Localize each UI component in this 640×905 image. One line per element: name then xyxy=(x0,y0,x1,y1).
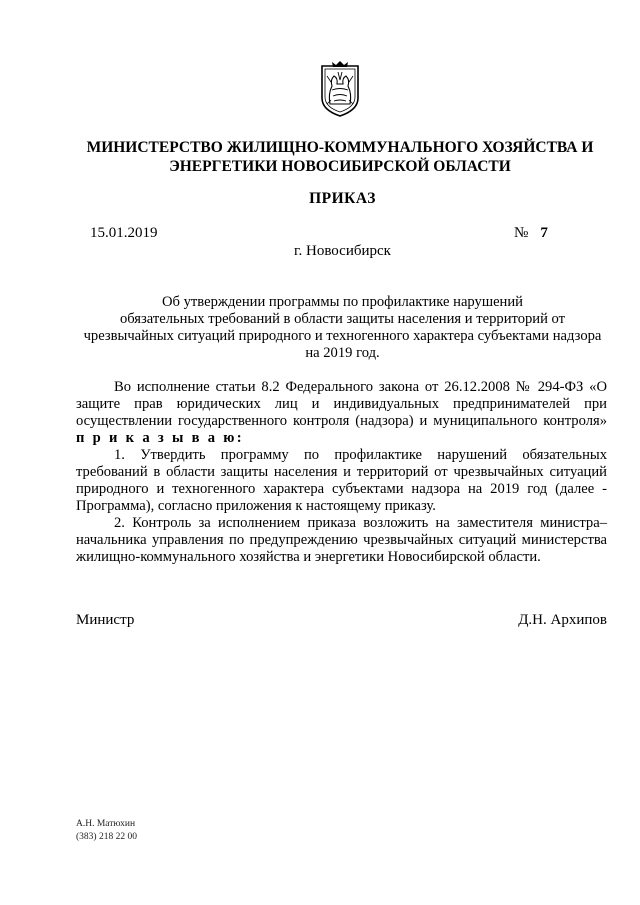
document-type-title: ПРИКАЗ xyxy=(309,190,376,207)
subject-line3: чрезвычайных ситуаций природного и техногенного характера субъектами надзора xyxy=(83,328,602,344)
order-item-2: 2. Контроль за исполнением приказа возложить на заместителя министра–начальника управления по предупреждению чрезвычайных ситуаций министерства жилищно-коммунального хозяйства и энергетики Новосибирской области. xyxy=(76,515,607,565)
executor-name: А.Н. Матюхин xyxy=(76,819,136,829)
order-word: п р и к а з ы в а ю: xyxy=(76,430,244,446)
document-subject xyxy=(80,294,605,362)
number-value: 7 xyxy=(540,225,548,241)
number-sign: № xyxy=(514,225,529,241)
document-body xyxy=(76,379,607,566)
ministry-name xyxy=(40,138,640,176)
subject-line4: на 2019 год. xyxy=(305,345,380,361)
ministry-name-line1: МИНИСТЕРСТВО ЖИЛИЩНО-КОММУНАЛЬНОГО ХОЗЯЙСТВА И xyxy=(86,139,594,156)
order-item-1: 1. Утвердить программу по профилактике нарушений обязательных требований в области защиты населения и территорий от чрезвычайных ситуаций природного и техногенного характера субъектами надзора на 2019 год (далее - Программа), согласно приложения к настоящему приказу. xyxy=(76,447,607,514)
coat-of-arms-icon xyxy=(318,60,362,118)
document-city: г. Новосибирск xyxy=(294,243,391,259)
executor-phone: (383) 218 22 00 xyxy=(76,832,137,842)
ministry-name-line2: ЭНЕРГЕТИКИ НОВОСИБИРСКОЙ ОБЛАСТИ xyxy=(169,158,511,175)
signatory-name: Д.Н. Архипов xyxy=(518,612,607,628)
signatory-position: Министр xyxy=(76,612,135,628)
preamble-text: Во исполнение статьи 8.2 Федерального закона от 26.12.2008 № 294-ФЗ «О защите прав юридических лиц и индивидуальных предпринимателей при осуществлении государственного контроля (надзора) и муниципального контроля» xyxy=(76,379,607,429)
preamble-paragraph xyxy=(76,379,607,447)
document-number xyxy=(514,225,548,242)
executor-info xyxy=(76,818,137,844)
subject-line1: Об утверждении программы по профилактике нарушений xyxy=(162,294,523,310)
document-date: 15.01.2019 xyxy=(90,225,158,241)
subject-line2: обязательных требований в области защиты населения и территорий от xyxy=(119,311,566,327)
